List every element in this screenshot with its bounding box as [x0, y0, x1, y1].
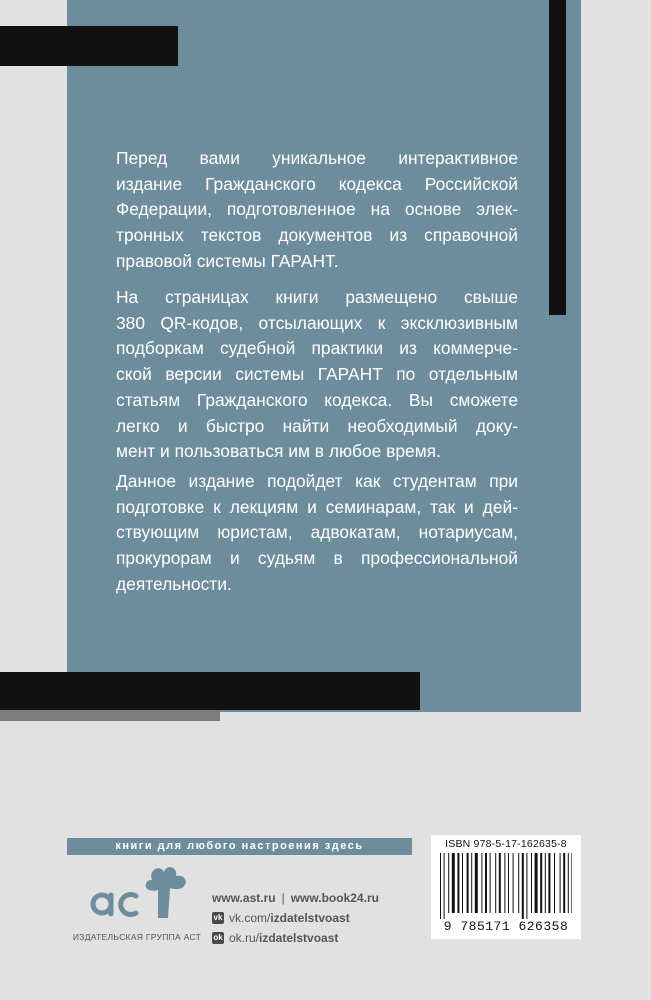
paragraph-line: подготовке к лекциям и семинарам, так и дей- — [116, 496, 518, 517]
paragraph-line: Данное издание подойдет как студентам при — [116, 471, 518, 491]
website-link-ast[interactable]: www.ast.ru — [212, 891, 276, 905]
isbn-barcode — [431, 835, 581, 939]
vk-link-handle: izdatelstvoast — [270, 911, 350, 925]
paragraph-line: мент и пользоваться им в любое время. — [116, 441, 441, 462]
tagline-banner: книги для любого настроения здесь — [67, 838, 412, 855]
ok-link-row[interactable] — [212, 928, 379, 948]
vk-link-row[interactable] — [212, 908, 379, 928]
paragraph-line: правовой системы ГАРАНТ. — [116, 250, 339, 271]
paragraph-line: 380 QR-кодов, отсылающих к эксклюзивным — [116, 312, 518, 333]
description-paragraph-1 — [116, 146, 518, 275]
paragraph-line: Перед вами уникальное интерактивное — [116, 148, 518, 168]
paragraph-line: легко и быстро найти необходимый доку- — [116, 415, 518, 436]
ok-link-handle: izdatelstvoast — [259, 931, 339, 945]
ast-logo-icon — [86, 862, 196, 922]
isbn-number: ISBN 978-5-17-162635-8 — [445, 838, 567, 850]
paragraph-line: тронных текстов документов из справочной — [116, 225, 518, 246]
barcode-digits: 9 785171 626358 — [443, 919, 569, 934]
decorative-bar-right — [549, 0, 566, 315]
decorative-bar-top-left — [0, 26, 178, 66]
website-links-row — [212, 888, 379, 908]
vk-link-prefix: vk.com/ — [229, 911, 271, 925]
ok-icon: ok — [213, 933, 223, 942]
publisher-links — [212, 888, 379, 948]
paragraph-line: деятельности. — [116, 573, 232, 594]
decorative-bar-bottom — [0, 672, 420, 710]
description-paragraph-2 — [116, 285, 518, 465]
paragraph-line: ствующим юристам, адвокатам, нотариусам, — [116, 522, 518, 543]
paragraph-line: Федерации, подготовленное на основе элек- — [116, 199, 518, 220]
paragraph-line: подборкам судебной практики из коммерче- — [116, 338, 518, 359]
paragraph-line: прокурорам и судьям в профессиональной — [116, 548, 518, 569]
publisher-logo — [86, 862, 196, 922]
paragraph-line: На страницах книги размещено свыше — [116, 287, 518, 307]
website-link-book24[interactable]: www.book24.ru — [290, 891, 379, 905]
barcode-bars-icon — [440, 853, 572, 919]
paragraph-line: ской версии системы ГАРАНТ по отдельным — [116, 364, 518, 385]
publisher-name: ИЗДАТЕЛЬСКАЯ ГРУППА АСТ — [72, 932, 202, 942]
ok-link-prefix: ok.ru/ — [229, 931, 260, 945]
decorative-bar-gray — [0, 710, 220, 721]
paragraph-line: статьям Гражданского кодекса. Вы сможете — [116, 389, 518, 410]
vk-icon: vk — [213, 913, 223, 922]
description-paragraph-3 — [116, 469, 518, 598]
paragraph-line: издание Гражданского кодекса Российской — [116, 173, 518, 194]
links-separator: | — [281, 891, 285, 905]
